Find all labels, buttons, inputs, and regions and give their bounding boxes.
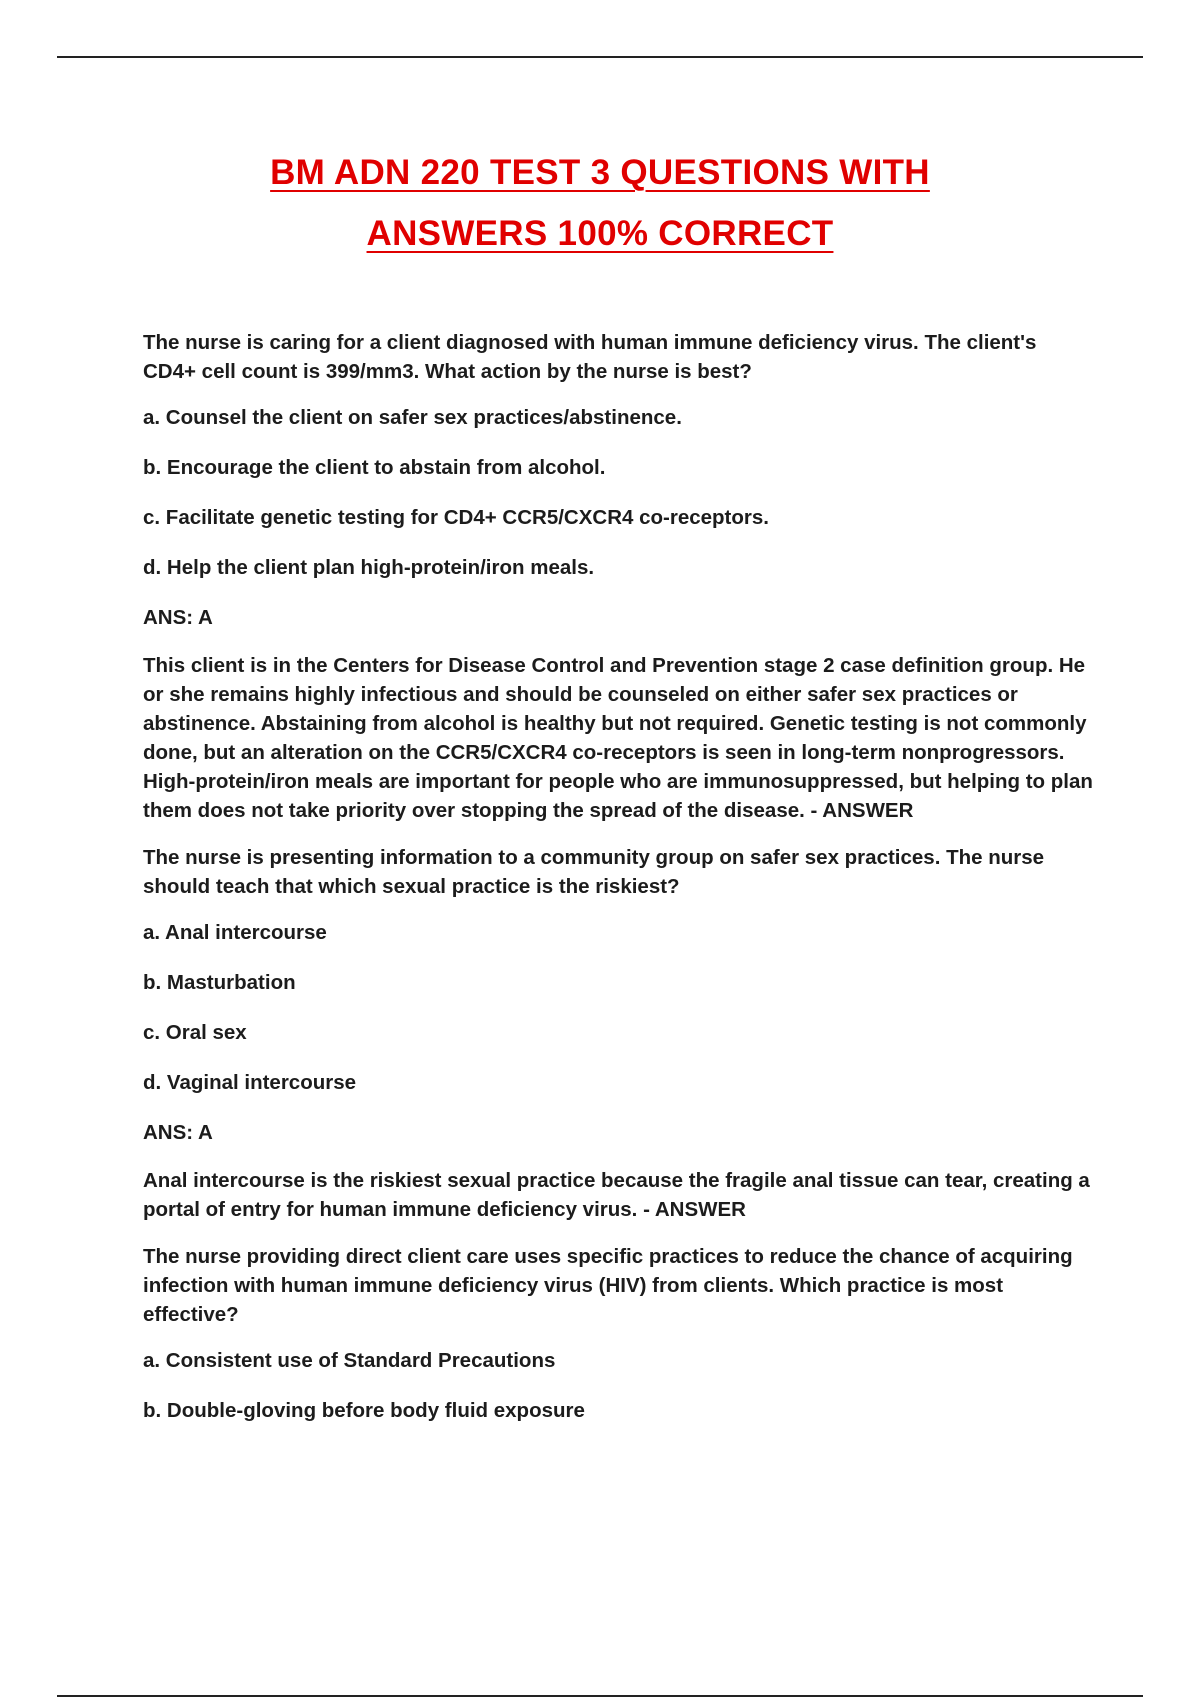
answer-key: ANS: A [143,606,213,629]
answer-option: c. Facilitate genetic testing for CD4+ CCR5/CXCR4 co-receptors. [143,506,769,529]
bottom-rule [57,1695,1143,1697]
rationale: Anal intercourse is the riskiest sexual practice because the fragile anal tissue can tear, creating a portal of entry for human immune deficiency virus. - ANSWER [143,1169,1090,1221]
rationale: This client is in the Centers for Disease Control and Prevention stage 2 case definition group. He or she remains highly infectious and should be counseled on either safer sex practices or abstinence. Abstaining from alcohol is healthy but not required. Genetic testing is not commonly done, but an alteration on the CCR5/CXCR4 co-receptors is seen in long-term nonprogressors. High-protein/iron meals are important for people who are immunosuppressed, but helping to plan them does not take priority over stopping the spread of the disease. - ANSWER [143,654,1093,822]
answer-option: d. Vaginal intercourse [143,1071,357,1094]
document-title [0,142,1200,264]
answer-option: a. Consistent use of Standard Precautions [143,1349,556,1372]
answer-option: a. Anal intercourse [143,921,327,944]
title-line-1: BM ADN 220 TEST 3 QUESTIONS WITH [270,153,930,192]
answer-option: b. Masturbation [143,971,296,994]
answer-option: d. Help the client plan high-protein/iron meals. [143,556,595,579]
question-stem: The nurse is caring for a client diagnosed with human immune deficiency virus. The client's CD4+ cell count is 399/mm3. What action by the nurse is best? [143,331,1037,383]
title-line-2: ANSWERS 100% CORRECT [366,214,834,253]
answer-option: a. Counsel the client on safer sex practices/abstinence. [143,406,682,429]
answer-option: b. Encourage the client to abstain from alcohol. [143,456,606,479]
answer-key: ANS: A [143,1121,213,1144]
top-rule [57,56,1143,58]
document-body [143,328,1093,1446]
question-stem: The nurse is presenting information to a community group on safer sex practices. The nurse should teach that which sexual practice is the riskiest? [143,846,1045,898]
answer-option: b. Double-gloving before body fluid exposure [143,1399,585,1422]
question-stem: The nurse providing direct client care uses specific practices to reduce the chance of acquiring infection with human immune deficiency virus (HIV) from clients. Which practice is most effective? [143,1245,1073,1326]
answer-option: c. Oral sex [143,1021,247,1044]
